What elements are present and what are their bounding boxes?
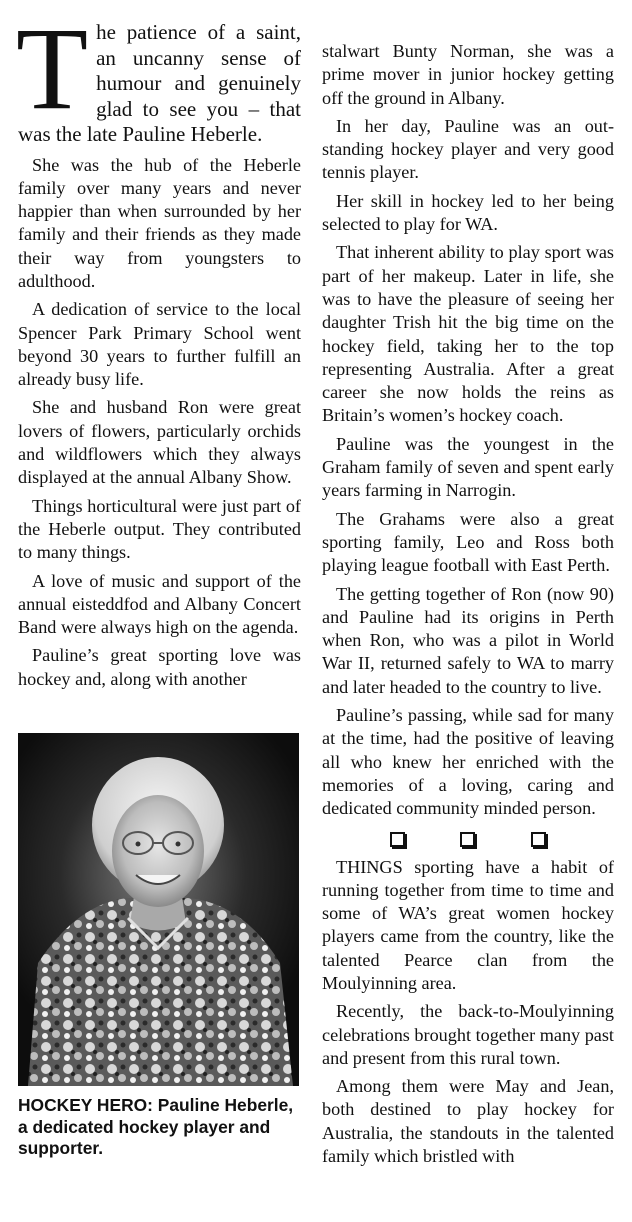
section-divider <box>322 826 614 856</box>
paragraph: A dedication of service to the local Spencer Park Primary School went beyond 30 years to further fulfill an already busy life. <box>18 299 301 390</box>
paragraph: The getting together of Ron (now 90) and Pauline had its origins in Perth when Ron, who was a pilot in World War II, returned safely to WA to marry and later headed to the country to live. <box>322 583 614 697</box>
paragraph: THINGS sporting have a habit of running together from time to time and some of WA’s great women hockey players came from the country, like the talented Pearce clan from the Moulyinning area. <box>322 856 614 993</box>
box-bullet-icon <box>460 832 475 847</box>
left-column <box>16 3 301 696</box>
portrait-photo <box>18 733 299 1086</box>
paragraph: Her skill in hockey led to her being selected to play for WA. <box>322 190 614 235</box>
paragraph: stalwart Bunty Norman, she was a prime mover in junior hockey getting off the ground in Albany. <box>322 41 614 108</box>
paragraph: Pauline’s passing, while sad for many at the time, had the positive of leaving all who knew her enriched with the memories of a loving, caring and dedicated community minded person. <box>322 705 614 819</box>
paragraph: Pauline was the youngest in the Graham family of seven and spent early years farming in Narrogin. <box>322 433 614 501</box>
lead-text: he patience of a saint, an uncanny sense of humour and genuinely glad to see you – that was the late Pauline Heberle. <box>18 20 301 146</box>
paragraph: That inherent ability to play sport was part of her makeup. Later in life, she was to have the pleasure of seeing her daughter Trish hit the big time on the hockey field, taking her to the top representing Australia. After a great career she now holds the reins as Britain’s women’s hockey coach. <box>322 242 614 426</box>
paragraph: Things horticultural were just part of the Heberle output. They contributed to many things. <box>18 495 301 563</box>
paragraph: The Grahams were also a great sporting family, Leo and Ross both playing league football with East Perth. <box>322 508 614 576</box>
lead-paragraph <box>16 3 301 148</box>
portrait-illustration <box>18 733 299 1086</box>
box-bullet-icon <box>531 832 546 847</box>
paragraph: She and husband Ron were great lovers of flowers, particularly orchids and wildflowers which they always displayed at the annual Albany Show. <box>18 397 301 488</box>
paragraph: Recently, the back-to-Moulyinning celebrations brought together many past and present from this rural town. <box>322 1001 614 1068</box>
photo-caption: HOCKEY HERO: Pauline Heberle, a dedicated hockey player and supporter. <box>18 1095 294 1158</box>
paragraph: In her day, Pauline was an outstanding hockey player and very good tennis player. <box>322 115 614 183</box>
right-column <box>322 40 614 1173</box>
paragraph: She was the hub of the Heberle family over many years and never happier than when surrounded by her family and their friends as they made their way from youngsters to adulthood. <box>18 154 301 291</box>
paragraph: Pauline’s great sporting love was hockey and, along with another <box>18 645 301 689</box>
box-bullet-icon <box>390 832 405 847</box>
paragraph: A love of music and support of the annual eisteddfod and Albany Concert Band were always high on the agenda. <box>18 570 301 638</box>
drop-cap: T <box>16 3 89 134</box>
paragraph: Among them were May and Jean, both destined to play hockey for Australia, the standouts in the talented family which bristled with <box>322 1076 614 1167</box>
